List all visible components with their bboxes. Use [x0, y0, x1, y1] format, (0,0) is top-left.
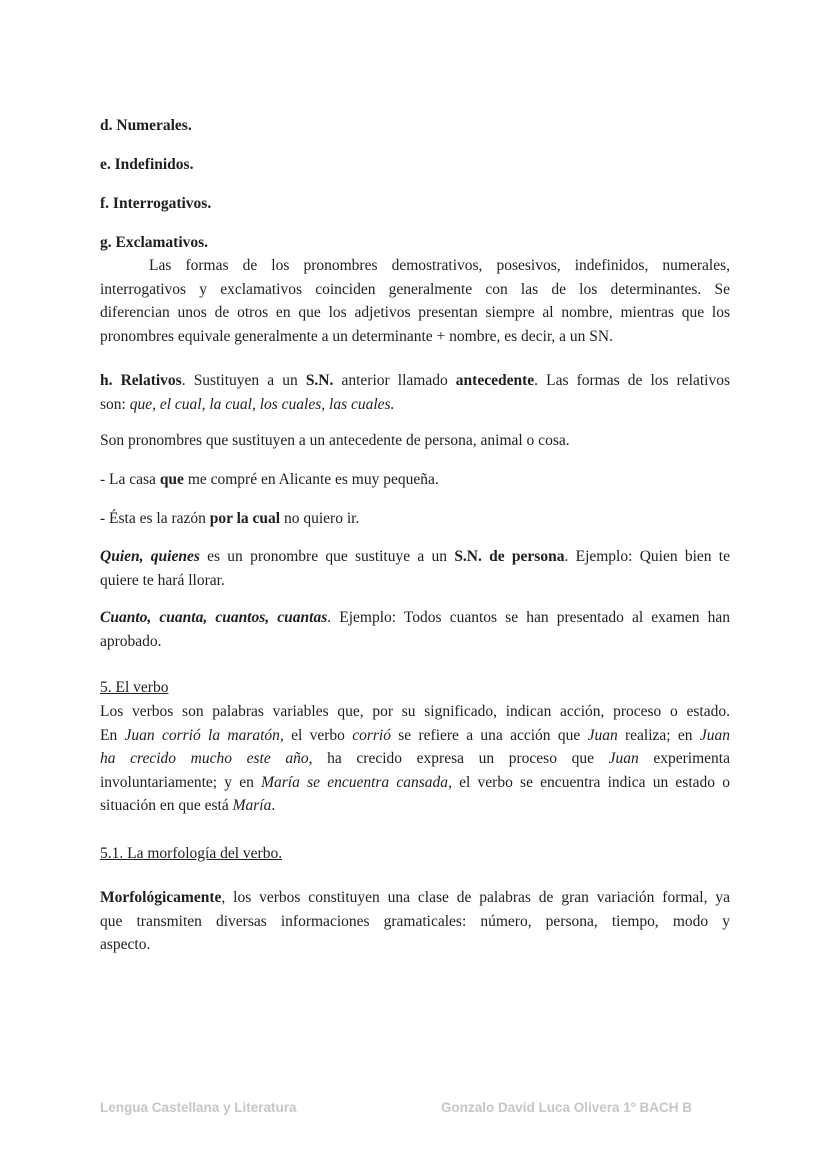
relativos-forms: que, el cual, la cual, los cuales, las cuales. — [129, 395, 395, 413]
text-span: , los verbos constituyen una clase de palabras de gran variación formal, ya — [221, 889, 730, 906]
cuanto-label: Cuanto, cuanta, cuantos, cuantas — [100, 609, 328, 626]
example-word: Juan — [608, 750, 639, 767]
footer-author: Gonzalo David Luca Olivera 1º BACH B — [441, 1100, 692, 1115]
text-line — [100, 724, 730, 748]
example-word: Juan — [699, 726, 730, 744]
text-span: son: — [100, 395, 130, 413]
text-line — [100, 606, 730, 630]
quien-label: Quien, quienes — [100, 548, 200, 565]
sn-persona-term: S.N. de persona — [454, 548, 565, 565]
text-span: En — [100, 726, 125, 744]
section-heading-morfologia: 5.1. La morfología del verbo. — [100, 845, 283, 862]
text-line — [100, 794, 730, 818]
text-line — [100, 545, 730, 569]
text-span: , el verbo — [279, 726, 353, 744]
text-span: experimenta — [638, 750, 730, 767]
text-span: realiza; en — [617, 726, 700, 744]
paragraph-cuanto — [100, 606, 730, 653]
text-span: involuntariamente; y en — [100, 773, 262, 791]
text-span: . Ejemplo: Todos cuantos se han presentado al examen han — [327, 609, 730, 626]
paragraph-morfologia — [100, 886, 730, 957]
text-span: . — [271, 797, 276, 814]
text-line: aspecto. — [100, 936, 151, 953]
text-span: no quiero ir. — [280, 510, 360, 527]
text-span: . Las formas de los relativos — [534, 372, 730, 389]
example-highlight: que — [159, 471, 184, 488]
text-line: aprobado. — [100, 632, 162, 650]
paragraph-verbo — [100, 700, 730, 818]
text-span: . Ejemplo: Quien bien te — [564, 548, 730, 565]
text-line — [100, 886, 730, 910]
text-span: , el verbo se encuentra indica un estado o — [448, 773, 730, 791]
text-line: pronombres equivale generalmente a un determinante + nombre, es decir, a un SN. — [100, 327, 613, 345]
example-phrase: Juan corrió la maratón — [124, 726, 280, 744]
example-phrase: María se encuentra cansada — [261, 773, 449, 791]
text-line — [100, 771, 730, 795]
example-word: corrió — [352, 726, 391, 744]
text-span: anterior llamado — [333, 372, 456, 389]
text-span: - La casa — [100, 471, 160, 488]
example-word: Juan — [587, 726, 618, 744]
text-span: es un pronombre que sustituye a un — [199, 548, 455, 565]
text-line: Las formas de los pronombres demostrativos, posesivos, indefinidos, numerales, — [149, 257, 730, 274]
paragraph-relativos — [100, 369, 730, 416]
item-interrogativos: f. Interrogativos. — [100, 195, 212, 212]
example-phrase: ha crecido mucho este año — [100, 750, 309, 767]
relativos-label: h. Relativos — [100, 372, 182, 389]
paragraph-quien — [100, 545, 730, 592]
antecedente-term: antecedente — [455, 372, 535, 389]
item-exclamativos: g. Exclamativos. — [100, 234, 209, 251]
text-span: situación en que está — [100, 797, 233, 814]
item-numerales: d. Numerales. — [100, 117, 192, 134]
item-indefinidos: e. Indefinidos. — [100, 156, 194, 173]
text-line: diferencian unos de otros en que los adjetivos presentan siempre al nombre, mientras que los — [100, 304, 730, 321]
paragraph-antecedente: Son pronombres que sustituyen a un antecedente de persona, animal o cosa. — [100, 432, 570, 449]
text-span: se refiere a una acción que — [390, 726, 588, 744]
example-que — [100, 468, 439, 492]
example-por-la-cual — [100, 507, 359, 531]
text-line — [100, 393, 730, 417]
footer-subject: Lengua Castellana y Literatura — [100, 1100, 297, 1115]
text-span: . Sustituyen a un — [181, 372, 306, 389]
text-line: quiere te hará llorar. — [100, 571, 225, 589]
text-span: , ha crecido expresa un proceso que — [308, 750, 609, 767]
morfologicamente-term: Morfológicamente — [100, 889, 222, 906]
paragraph-pronombres-formas — [100, 254, 730, 348]
example-word: María — [232, 797, 272, 814]
text-line: que transmiten diversas informaciones gramaticales: número, persona, tiempo, modo y — [100, 912, 730, 930]
text-span: - Ésta es la razón — [100, 510, 210, 527]
sn-term: S.N. — [305, 372, 334, 389]
text-line: interrogativos y exclamativos coinciden generalmente con las de los determinantes. Se — [100, 280, 730, 298]
text-line: Los verbos son palabras variables que, por su significado, indican acción, proceso o estado. — [100, 703, 730, 720]
text-span: me compré en Alicante es muy pequeña. — [183, 471, 439, 488]
text-line — [100, 747, 730, 771]
example-highlight: por la cual — [209, 510, 281, 527]
text-line — [100, 369, 730, 393]
section-heading-verbo: 5. El verbo — [100, 679, 169, 696]
